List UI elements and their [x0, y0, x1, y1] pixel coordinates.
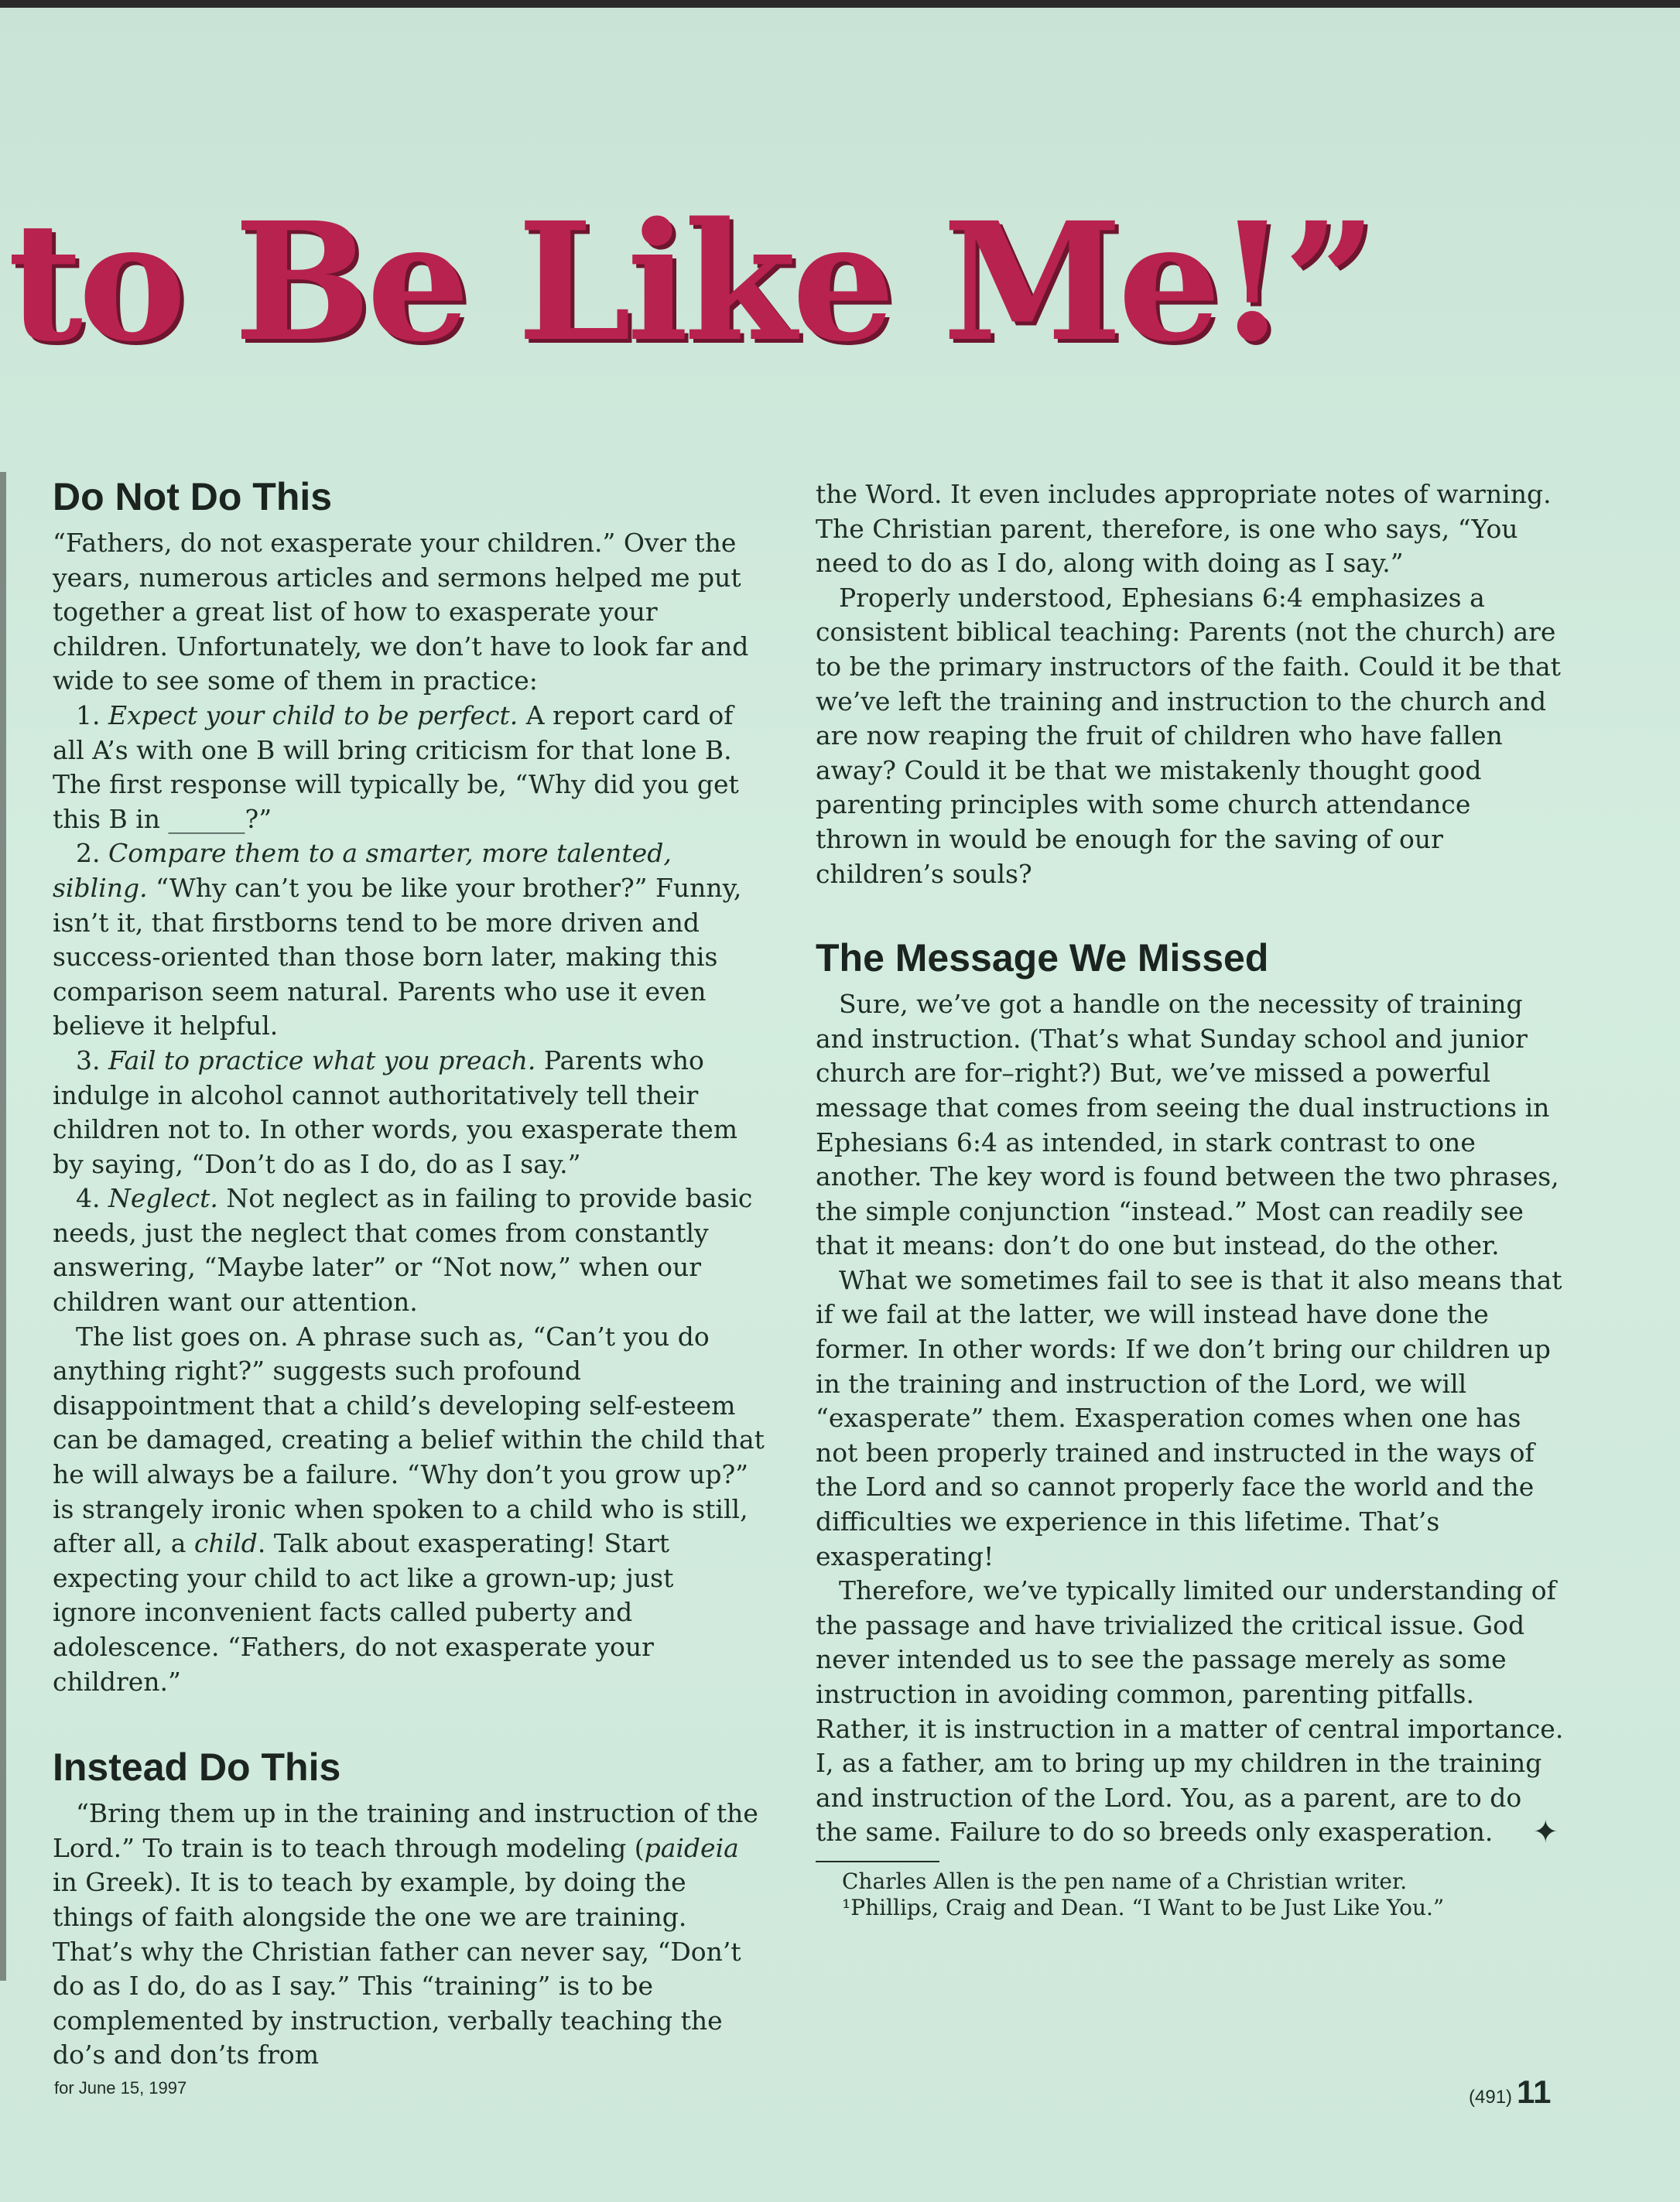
top-edge	[0, 0, 1680, 8]
right-column	[816, 477, 1566, 1921]
paragraph: the Word. It even includes appropriate notes of warning. The Christian parent, therefore, is one who says, “You need to do as I do, along with doing as I say.”	[816, 479, 1552, 579]
list-item: 2. Compare them to a smarter, more talented, sibling. “Why can’t you be like your brother?” Funny, isn’t it, that firstborns tend to be more driven and success-oriented than those born later, making this comparison seem natural. Parents who use it even believe it helpful.	[53, 838, 742, 1041]
heading-the-message-we-missed: The Message We Missed	[816, 936, 1269, 980]
heading-instead-do-this: Instead Do This	[53, 1746, 341, 1790]
issue-date: for June 15, 1997	[54, 2078, 187, 2098]
end-of-article-icon: ✦	[1532, 1814, 1559, 1851]
page-footer	[1469, 2074, 1551, 2111]
list-item: 1. Expect your child to be perfect. A report card of all A’s with one B will bring criticism for that lone B. The first response will typically be, “Why did you get this B in ______?”	[53, 699, 739, 834]
list-item: 4. Neglect. Not neglect as in failing to provide basic needs, just the neglect that comes from constantly answering, “Maybe later” or “Not now,” when our children want our attention.	[53, 1183, 753, 1318]
paragraph: Properly understood, Ephesians 6:4 emphasizes a consistent biblical teaching: Parents (not the church) are to be the primary instructors of the faith. Could it be that we’ve left the training and instruction to the church and are now reaping the fruit of children who have fallen away? Could it be that we mistakenly thought good parenting principles with some church attendance thrown in would be enough for the saving of our children’s souls?	[816, 582, 1561, 889]
page-code: (491)	[1469, 2087, 1513, 2108]
page-number: 11	[1517, 2074, 1552, 2110]
footnote: ¹Phillips, Craig and Dean. “I Want to be Just Like You.”	[842, 1894, 1445, 1920]
paragraph: Therefore, we’ve typically limited our understanding of the passage and have trivialized the critical issue. God never intended us to see the passage merely as some instruction in avoiding common, parenting pitfalls. Rather, it is instruction in a matter of central importance. I, as a father, am to bring up my children in the training and instruction of the Lord. You, as a parent, are to do the same. Failure to do so breeds only exasperation. ✦	[816, 1575, 1564, 1851]
paragraph: Sure, we’ve got a handle on the necessity of training and instruction. (That’s what Sunday school and junior church are for–right?) But, we’ve missed a powerful message that comes from seeing the dual instructions in Ephesians 6:4 as intended, in stark contrast to one another. The key word is found between the two phrases, the simple conjunction “instead.” Most can readily see that it means: don’t do one but instead, do the other.	[816, 989, 1559, 1261]
notes-divider	[816, 1861, 939, 1862]
author-note: Charles Allen is the pen name of a Christian writer.	[842, 1868, 1408, 1894]
paragraph: “Bring them up in the training and instruction of the Lord.” To train is to teach through modeling (paideia in Greek). It is to teach by example, by doing the things of faith alongside the one we are training. That’s why the Christian father can never say, “Don’t do as I do, do as I say.” This “training” is to be complemented by instruction, verbally teaching the do’s and don’ts from	[53, 1798, 758, 2070]
binding-edge	[0, 472, 6, 1981]
paragraph: The list goes on. A phrase such as, “Can’t you do anything right?” suggests such profound disappointment that a child’s developing self-esteem can be damaged, creating a belief within the child that he will always be a failure. “Why don’t you grow up?” is strangely ironic when spoken to a child who is still, after all, a child. Talk about exasperating! Start expecting your child to act like a grown-up; just ignore inconvenient facts called puberty and adolescence. “Fathers, do not exasperate your children.”	[53, 1321, 765, 1697]
heading-do-not-do-this: Do Not Do This	[53, 475, 333, 518]
paragraph: “Fathers, do not exasperate your children.” Over the years, numerous articles and sermons helped me put together a great list of how to exasperate your children. Unfortunately, we don’t have to look far and wide to see some of them in practice:	[53, 528, 749, 696]
author-notes	[842, 1869, 1566, 1921]
list-item: 3. Fail to practice what you preach. Parents who indulge in alcohol cannot authoritatively tell their children not to. In other words, you exasperate them by saying, “Don’t do as I do, do as I say.”	[53, 1045, 738, 1179]
article-title: to Be Like Me!”	[8, 186, 1373, 378]
paragraph: What we sometimes fail to see is that it also means that if we fail at the latter, we will instead have done the former. In other words: If we don’t bring our children up in the training and instruction of the Lord, we will “exasperate” them. Exasperation comes when one has not been properly trained and instructed in the ways of the Lord and so cannot properly face the world and the difficulties we experience in this lifetime. That’s exasperating!	[816, 1264, 1562, 1571]
left-column	[53, 474, 765, 2073]
